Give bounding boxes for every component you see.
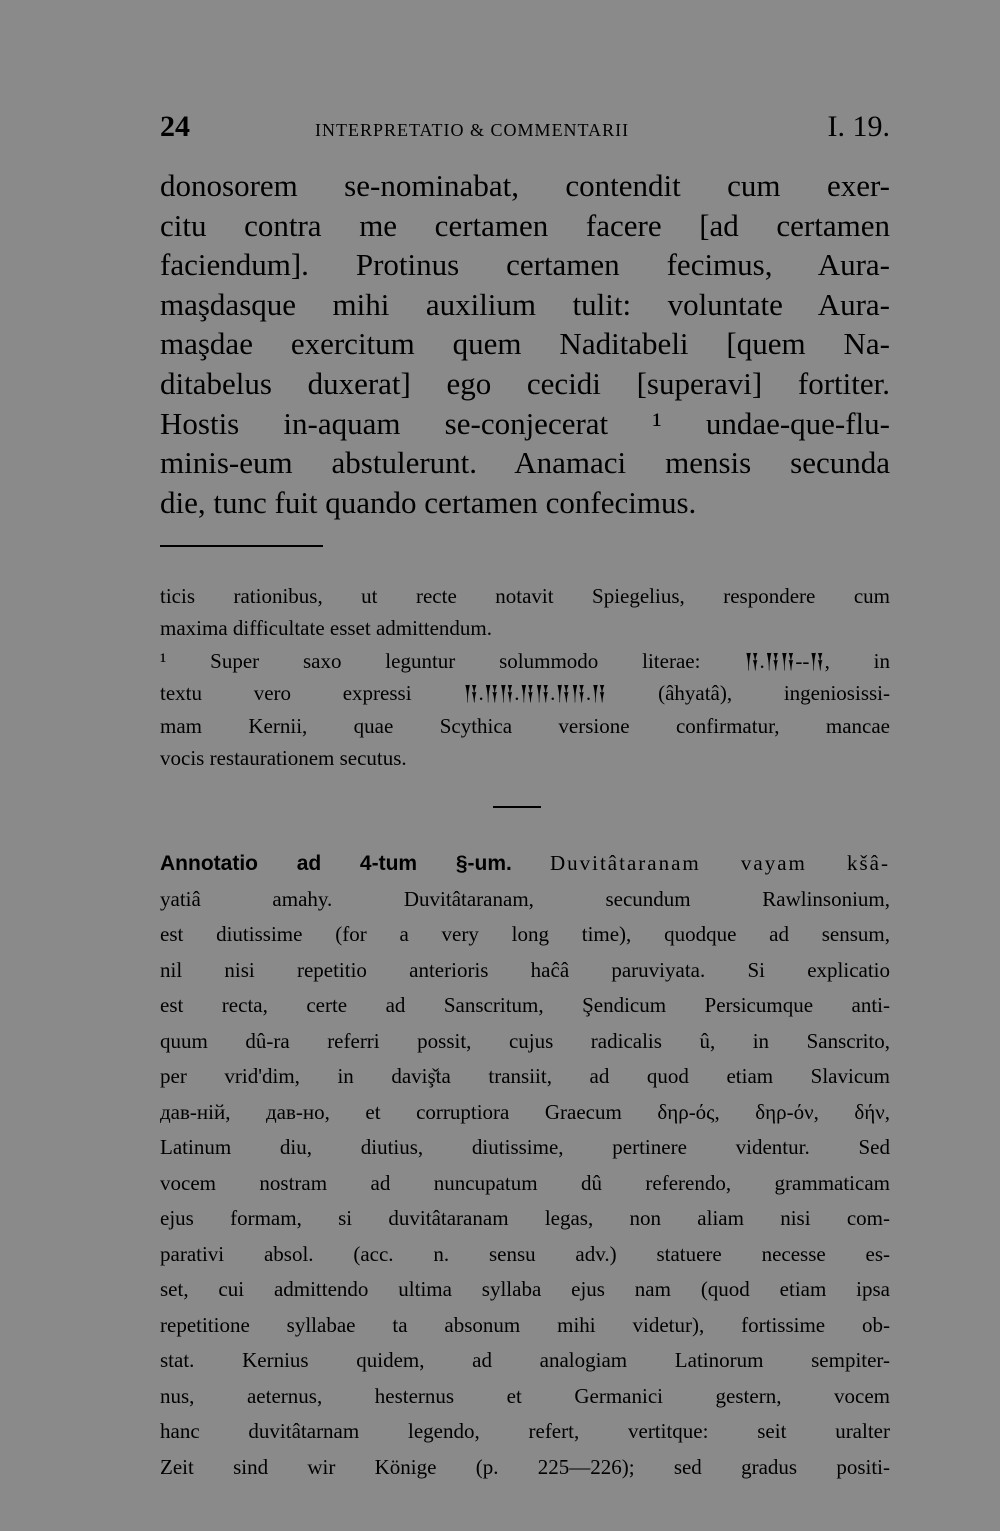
footnote-line: ¹ Super saxo leguntur solummodo literae: 𒀀.𒀀𒀀--𒀀, in bbox=[160, 648, 890, 673]
main-text bbox=[160, 166, 890, 522]
footnote-line: vocis restaurationem secutus. bbox=[160, 746, 407, 771]
annotation-line: Latinum diu, diutius, diutissime, pertinere videntur. Sed bbox=[160, 1135, 890, 1159]
annotation-line: дав-ній, дав-но, et corruptiora Graecum δηρ-ός, δηρ-όν, δήν, bbox=[160, 1099, 890, 1124]
running-header bbox=[160, 110, 890, 150]
annotation-first-line bbox=[160, 846, 890, 882]
footnote-line: mam Kernii, quae Scythica versione confirmatur, mancae bbox=[160, 713, 890, 738]
annotation-line: Duvitâtaranam vayam kšâ- bbox=[549, 851, 890, 875]
footnotes bbox=[160, 580, 890, 774]
main-line: Hostis in-aquam se-conjecerat ¹ undae-que-flu- bbox=[160, 405, 890, 441]
annotation-line: Zeit sind wir Könige (p. 225—226); sed gradus positi- bbox=[160, 1454, 890, 1479]
main-line: citu contra me certamen facere [ad certamen bbox=[160, 207, 890, 243]
footnote-line: maxima difficultate esset admittendum. bbox=[160, 616, 493, 641]
main-line: ditabelus duxerat] ego cecidi [superavi] fortiter. bbox=[160, 365, 890, 401]
annotation-line: nus, aeternus, hesternus et Germanici gestern, vocem bbox=[160, 1383, 890, 1408]
main-line: die, tunc fuit quando certamen confecimus. bbox=[160, 484, 697, 520]
main-line: minis-eum abstulerunt. Anamaci mensis secunda bbox=[160, 445, 890, 481]
annotation-block bbox=[160, 846, 890, 1485]
annotation-line: quum dû-ra referri possit, cujus radicalis û, in Sanscrito, bbox=[160, 1028, 890, 1053]
annotation-line: est diutissime (for a very long time), quodque ad sensum, bbox=[160, 922, 890, 946]
annotation-line: hanc duvitâtarnam legendo, refert, vertitque: seit uralter bbox=[160, 1419, 890, 1443]
annotation-line: vocem nostram ad nuncupatum dû referendo, grammaticam bbox=[160, 1170, 890, 1195]
running-title: INTERPRETATIO & COMMENTARII bbox=[315, 120, 630, 140]
main-line: donosorem se-nominabat, contendit cum exer- bbox=[160, 168, 890, 203]
page-number: 24 bbox=[160, 110, 190, 143]
main-line: faciendum]. Protinus certamen fecimus, Aura- bbox=[160, 247, 890, 283]
annotation-line: set, cui admittendo ultima syllaba ejus nam (quod etiam ipsa bbox=[160, 1277, 890, 1301]
annotation-line: yatiâ amahy. Duvitâtaranam, secundum Rawlinsonium, bbox=[160, 886, 890, 911]
annotation-line: parativi absol. (acc. n. sensu adv.) statuere necesse es- bbox=[160, 1241, 890, 1266]
annotation-line: ejus formam, si duvitâtaranam legas, non aliam nisi com- bbox=[160, 1206, 890, 1230]
main-line: maşdae exercitum quem Naditabeli [quem Na- bbox=[160, 326, 890, 362]
section-divider bbox=[493, 806, 541, 808]
footnote-separator bbox=[160, 545, 323, 547]
annotation-line: nil nisi repetitio anterioris haĉâ paruviyata. Si explicatio bbox=[160, 957, 890, 982]
footnote-line: textu vero expressi 𒀀.𒀀𒀀.𒀀𒀀.𒀀𒀀.𒀀 (âhyatâ), ingeniosissi- bbox=[160, 681, 890, 706]
annotation-line: repetitione syllabae ta absonum mihi videtur), fortissime ob- bbox=[160, 1312, 890, 1337]
annotation-line: est recta, certe ad Sanscritum, Şendicum Persicumque anti- bbox=[160, 993, 890, 1017]
annotation-heading: Annotatio ad 4-tum §-um. bbox=[160, 852, 512, 875]
section-reference: I. 19. bbox=[827, 110, 890, 143]
footnote-line: ticis rationibus, ut recte notavit Spiegelius, respondere cum bbox=[160, 584, 890, 608]
main-line: maşdasque mihi auxilium tulit: voluntate Aura- bbox=[160, 286, 890, 322]
annotation-line: per vrid'dim, in daviş̌ta transiit, ad quod etiam Slavicum bbox=[160, 1064, 890, 1088]
annotation-line: stat. Kernius quidem, ad analogiam Latinorum sempiter- bbox=[160, 1348, 890, 1372]
